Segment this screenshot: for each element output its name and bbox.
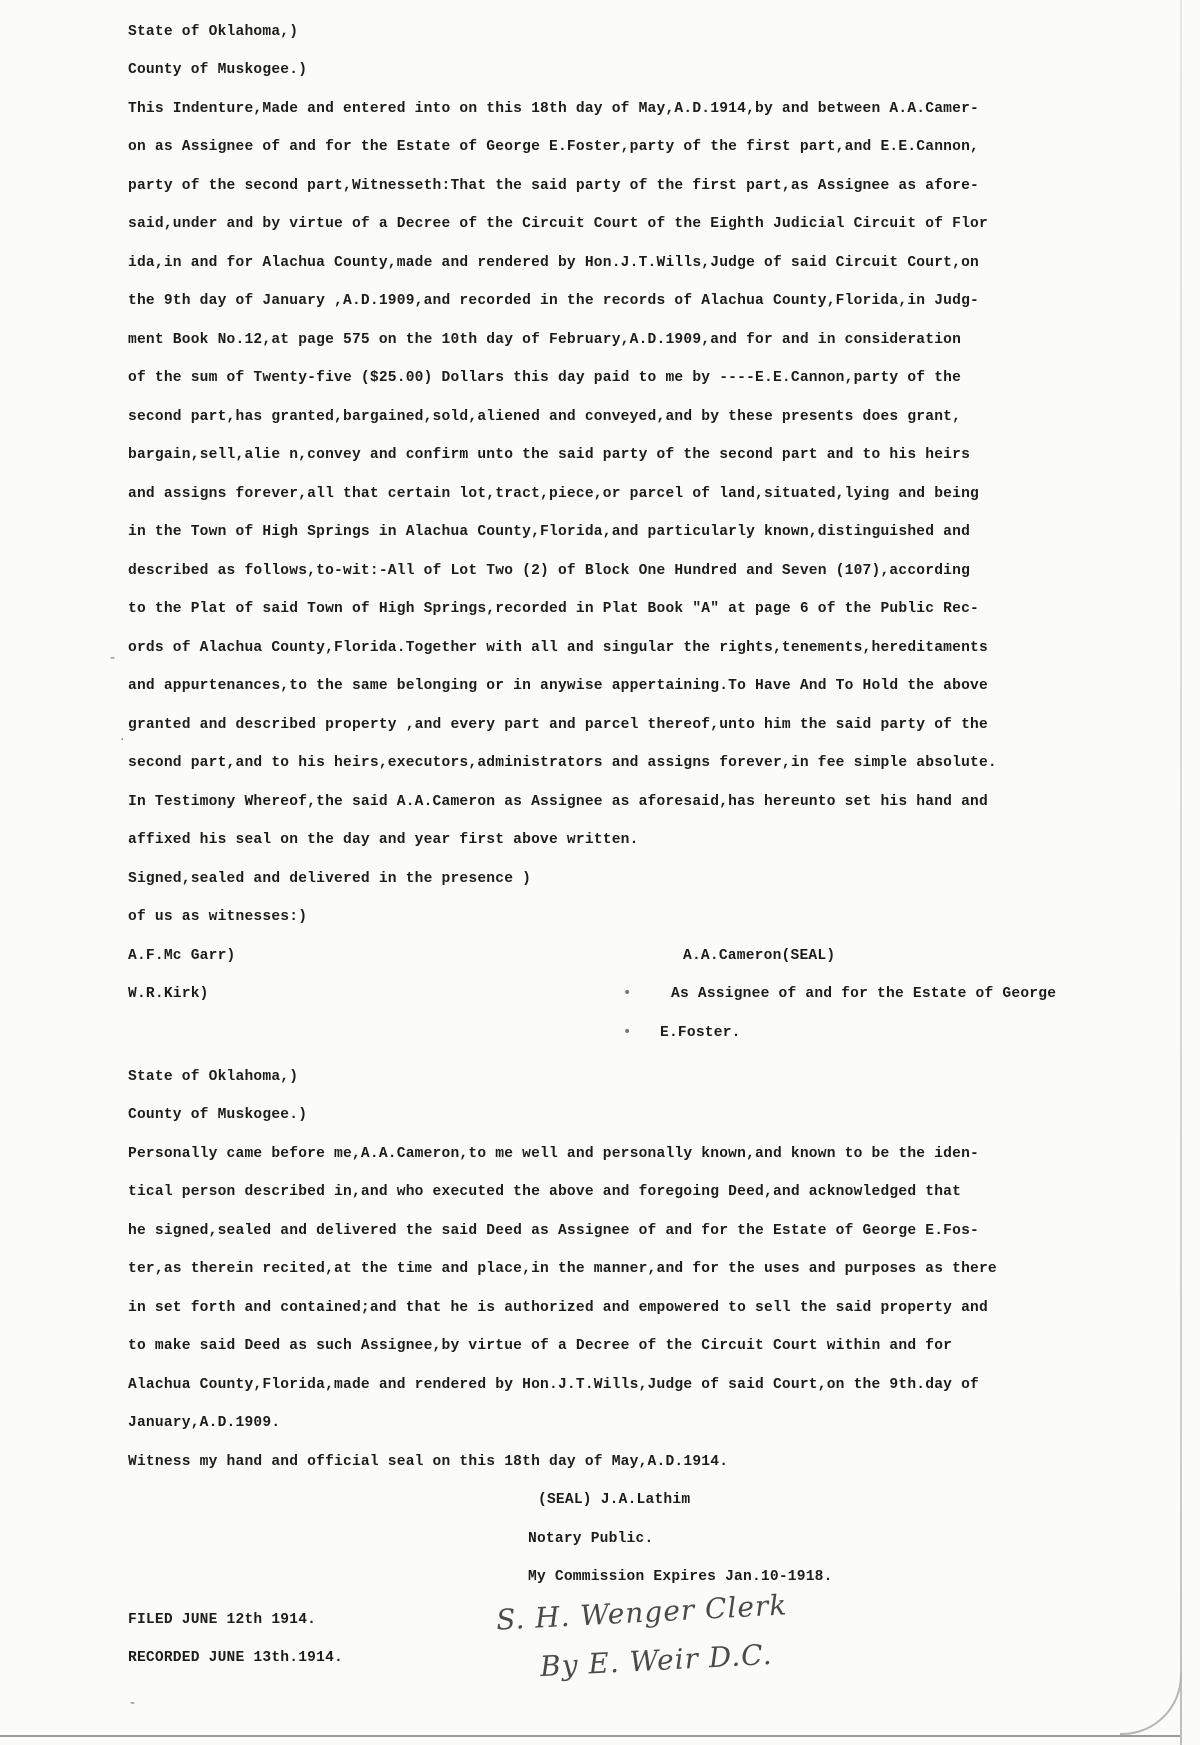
deed-line: affixed his seal on the day and year first above written. <box>128 832 639 848</box>
ack-line: State of Oklahoma,) <box>128 1069 299 1085</box>
deed-line: in the Town of High Springs in Alachua County,Florida,and particularly known,distinguished and <box>128 524 971 540</box>
deed-line: ords of Alachua County,Florida.Together with all and singular the rights,tenements,hereditaments <box>128 640 988 656</box>
deed-line: granted and described property ,and every part and parcel thereof,unto him the said party of the <box>128 717 988 733</box>
deed-line: ida,in and for Alachua County,made and rendered by Hon.J.T.Wills,Judge of said Circuit Court,on <box>128 255 979 271</box>
dot-mark: • <box>623 1024 632 1040</box>
deed-line: State of Oklahoma,) <box>128 24 299 40</box>
ack-line: to make said Deed as such Assignee,by virtue of a Decree of the Circuit Court within and for <box>128 1338 953 1354</box>
deed-line: the 9th day of January ,A.D.1909,and recorded in the records of Alachua County,Florida,in Judg- <box>128 293 979 309</box>
ack-line: Alachua County,Florida,made and rendered by Hon.J.T.Wills,Judge of said Court,on the 9th.day of <box>128 1377 979 1393</box>
stray-mark: - <box>110 650 116 666</box>
ack-line: January,A.D.1909. <box>128 1415 281 1431</box>
deed-line: party of the second part,Witnesseth:That the said party of the first part,as Assignee as afore- <box>128 178 979 194</box>
witness-name: A.F.Mc Garr) <box>128 948 236 964</box>
dot-mark: • <box>623 985 632 1001</box>
signer-title: E.Foster. <box>660 1025 741 1041</box>
deed-line: described as follows,to-wit:-All of Lot Two (2) of Block One Hundred and Seven (107),according <box>128 563 971 579</box>
signer-title: As Assignee of and for the Estate of George <box>671 986 1057 1002</box>
notary-name: (SEAL) J.A.Lathim <box>538 1492 691 1508</box>
stray-mark: - <box>130 1695 136 1711</box>
ack-line: County of Muskogee.) <box>128 1107 308 1123</box>
deed-line: and assigns forever,all that certain lot,tract,piece,or parcel of land,situated,lying and being <box>128 486 979 502</box>
notary-commission: My Commission Expires Jan.10-1918. <box>528 1569 833 1585</box>
ack-line: in set forth and contained;and that he is authorized and empowered to sell the said property and <box>128 1300 988 1316</box>
notary-title: Notary Public. <box>528 1531 654 1547</box>
deed-line: to the Plat of said Town of High Springs,recorded in Plat Book "A" at page 6 of the Public Rec- <box>128 601 979 617</box>
ack-line: tical person described in,and who executed the above and foregoing Deed,and acknowledged that <box>128 1184 962 1200</box>
deed-line: and appurtenances,to the same belonging or in anywise appertaining.To Have And To Hold the above <box>128 678 988 694</box>
deed-line: of us as witnesses:) <box>128 909 308 925</box>
deed-line: Signed,sealed and delivered in the presence ) <box>128 871 532 887</box>
deed-line: This Indenture,Made and entered into on this 18th day of May,A.D.1914,by and between A.A.Camer- <box>128 101 979 117</box>
page-corner-curl <box>1120 1673 1182 1735</box>
ack-line: ter,as therein recited,at the time and place,in the manner,and for the uses and purposes as there <box>128 1261 997 1277</box>
deed-line: second part,and to his heirs,executors,administrators and assigns forever,in fee simple absolute. <box>128 755 997 771</box>
ack-line: Personally came before me,A.A.Cameron,to me well and personally known,and known to be the iden- <box>128 1146 979 1162</box>
deputy-signature: By E. Weir D.C. <box>539 1637 774 1684</box>
deed-line: bargain,sell,alie n,convey and confirm unto the said party of the second part and to his heirs <box>128 447 971 463</box>
page-edge-right <box>1180 0 1182 1745</box>
signer-name: A.A.Cameron(SEAL) <box>683 948 836 964</box>
deed-line: of the sum of Twenty-five ($25.00) Dollars this day paid to me by ----E.E.Cannon,party of the <box>128 370 962 386</box>
deed-line: second part,has granted,bargained,sold,aliened and conveyed,and by these presents does grant, <box>128 409 962 425</box>
deed-line: County of Muskogee.) <box>128 62 308 78</box>
recorded-stamp: RECORDED JUNE 13th.1914. <box>128 1650 343 1666</box>
clerk-signature: S. H. Wenger Clerk <box>495 1588 789 1637</box>
page-edge-bottom <box>0 1735 1180 1737</box>
deed-line: said,under and by virtue of a Decree of the Circuit Court of the Eighth Judicial Circuit of Flor <box>128 216 988 232</box>
witness-name: W.R.Kirk) <box>128 986 209 1002</box>
filed-stamp: FILED JUNE 12th 1914. <box>128 1612 317 1628</box>
ack-line: Witness my hand and official seal on this 18th day of May,A.D.1914. <box>128 1454 729 1470</box>
stray-mark: . <box>120 728 125 744</box>
deed-line: on as Assignee of and for the Estate of George E.Foster,party of the first part,and E.E.Cannon, <box>128 139 979 155</box>
deed-line: In Testimony Whereof,the said A.A.Cameron as Assignee as aforesaid,has hereunto set his hand and <box>128 794 988 810</box>
ack-line: he signed,sealed and delivered the said Deed as Assignee of and for the Estate of George E.Fos- <box>128 1223 979 1239</box>
deed-line: ment Book No.12,at page 575 on the 10th day of February,A.D.1909,and for and in consideration <box>128 332 962 348</box>
